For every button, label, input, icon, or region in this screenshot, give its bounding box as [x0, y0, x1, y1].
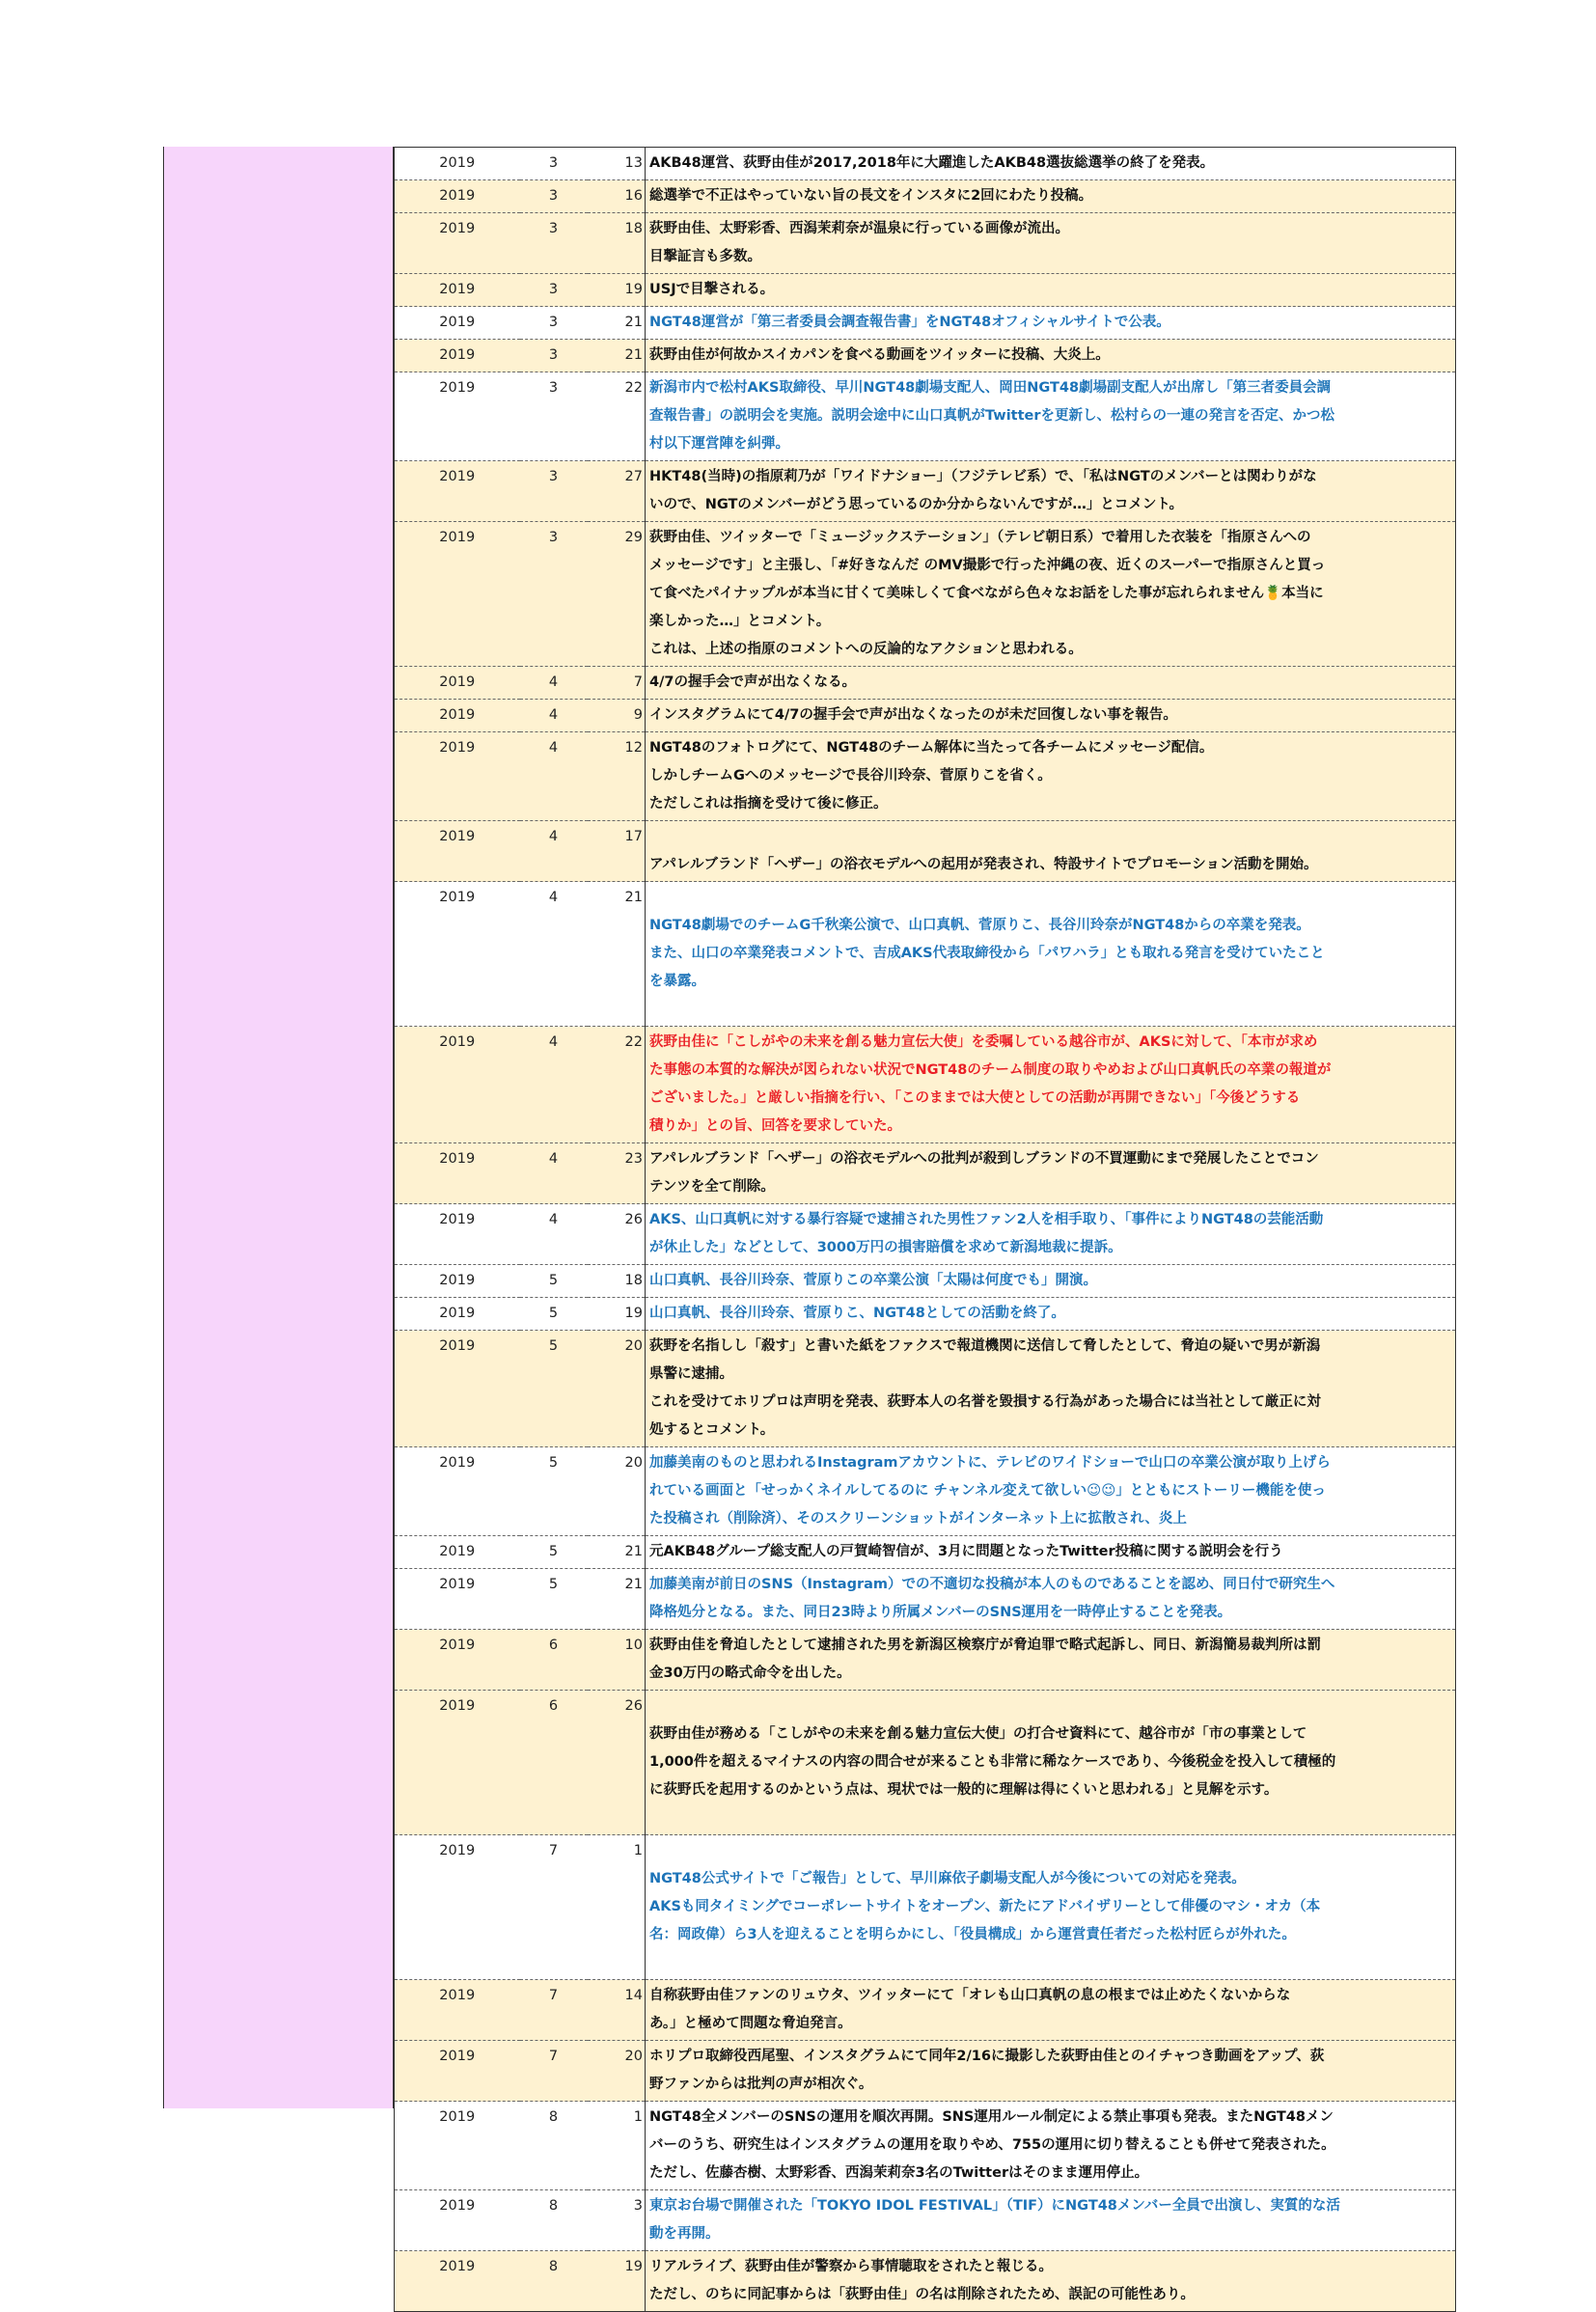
- year-cell: 2019: [395, 307, 520, 340]
- table-row: [395, 821, 1456, 882]
- table-row: [395, 1331, 1456, 1447]
- year-cell: 2019: [395, 1204, 520, 1265]
- month-cell: 3: [520, 372, 588, 461]
- event-text-line: 楽しかった…」とコメント。: [649, 614, 831, 629]
- table-row: [395, 2041, 1456, 2102]
- table-row: [395, 522, 1456, 667]
- event-cell: [646, 1265, 1456, 1298]
- day-cell: 12: [588, 732, 646, 821]
- month-cell: 4: [520, 882, 588, 1027]
- day-cell: 21: [588, 1536, 646, 1569]
- month-cell: 7: [520, 1980, 588, 2041]
- event-cell: [646, 1331, 1456, 1447]
- event-text-line: 降格処分となる。また、同日23時より所属メンバーのSNS運用を一時停止することを発表。: [649, 1605, 1232, 1620]
- year-cell: 2019: [395, 1980, 520, 2041]
- event-text-line: [649, 996, 1451, 1024]
- day-cell: 18: [588, 213, 646, 274]
- year-cell: 2019: [395, 2251, 520, 2312]
- event-cell: [646, 1298, 1456, 1331]
- year-cell: 2019: [395, 667, 520, 700]
- month-cell: 3: [520, 461, 588, 522]
- month-cell: 3: [520, 522, 588, 667]
- event-text-line: に荻野氏を起用するのかという点は、現状では一般的に理解は得にくいと思われる」と見解を示す。: [649, 1782, 1279, 1798]
- event-text-line: 金30万円の略式命令を出した。: [649, 1665, 851, 1681]
- event-cell: [646, 882, 1456, 1027]
- table-row: [395, 1569, 1456, 1630]
- event-text-line: 4/7の握手会で声が出なくなる。: [649, 674, 856, 690]
- day-cell: 16: [588, 180, 646, 213]
- event-text-line: AKSも同タイミングでコーポレートサイトをオープン、新たにアドバイザリーとして俳優のマシ・オカ（本: [649, 1899, 1321, 1914]
- event-cell: [646, 213, 1456, 274]
- year-cell: 2019: [395, 2041, 520, 2102]
- event-text-line: AKS、山口真帆に対する暴行容疑で逮捕された男性ファン2人を相手取り、「事件によりNGT48の芸能活動: [649, 1212, 1324, 1227]
- month-cell: 5: [520, 1536, 588, 1569]
- table-row: [395, 1143, 1456, 1204]
- year-cell: 2019: [395, 1143, 520, 1204]
- year-cell: 2019: [395, 1265, 520, 1298]
- event-text-line: 荻野由佳を脅迫したとして逮捕された男を新潟区検察庁が脅迫罪で略式起訴し、同日、新潟簡易裁判所は罰: [649, 1638, 1321, 1653]
- year-cell: 2019: [395, 340, 520, 372]
- year-cell: 2019: [395, 2102, 520, 2190]
- day-cell: 20: [588, 2041, 646, 2102]
- month-cell: 3: [520, 274, 588, 307]
- year-cell: 2019: [395, 1027, 520, 1143]
- day-cell: 21: [588, 340, 646, 372]
- table-row: [395, 1630, 1456, 1691]
- event-cell: [646, 821, 1456, 882]
- month-cell: 5: [520, 1331, 588, 1447]
- year-cell: 2019: [395, 1569, 520, 1630]
- day-cell: 18: [588, 1265, 646, 1298]
- table-row: [395, 340, 1456, 372]
- event-cell: [646, 732, 1456, 821]
- day-cell: 19: [588, 2251, 646, 2312]
- event-cell: [646, 340, 1456, 372]
- event-cell: [646, 1630, 1456, 1691]
- event-text-line: 山口真帆、長谷川玲奈、菅原りこ、NGT48としての活動を終了。: [649, 1306, 1065, 1321]
- event-text-line: 荻野由佳に「こしがやの未来を創る魅力宣伝大使」を委嘱している越谷市が、AKSに対して、「本市が求め: [649, 1034, 1318, 1050]
- month-cell: 4: [520, 1027, 588, 1143]
- event-text-line: て食べたパイナップルが本当に甘くて美味しくて食べながら色々なお話をした事が忘れられません🍍本当に: [649, 586, 1324, 601]
- event-text-line: また、山口の卒業発表コメントで、吉成AKS代表取締役から「パワハラ」とも取れる発言を受けていたこと: [649, 946, 1325, 961]
- event-text-line: 荻野由佳、太野彩香、西潟茉莉奈が温泉に行っている画像が流出。: [649, 221, 1069, 236]
- event-text-line: これは、上述の指原のコメントへの反論的なアクションと思われる。: [649, 642, 1083, 657]
- event-cell: [646, 2251, 1456, 2312]
- table-row: [395, 732, 1456, 821]
- day-cell: 19: [588, 1298, 646, 1331]
- day-cell: 9: [588, 700, 646, 732]
- event-text-line: 荻野を名指しし「殺す」と書いた紙をファクスで報道機関に送信して脅したとして、脅迫の疑いで男が新潟: [649, 1338, 1321, 1354]
- day-cell: 27: [588, 461, 646, 522]
- event-text-line: NGT48のフォトログにて、NGT48のチーム解体に当たって各チームにメッセージ配信。: [649, 740, 1214, 756]
- event-text-line: [649, 1804, 1451, 1832]
- day-cell: 7: [588, 667, 646, 700]
- year-cell: 2019: [395, 700, 520, 732]
- day-cell: 10: [588, 1630, 646, 1691]
- year-cell: 2019: [395, 1331, 520, 1447]
- event-text-line: [649, 1949, 1451, 1977]
- event-text-line: 1,000件を超えるマイナスの内容の問合せが来ることも非常に稀なケースであり、今後税金を投入して積極的: [649, 1754, 1336, 1770]
- event-text-line: いので、NGTのメンバーがどう思っているのか分からないんですが…」とコメント。: [649, 497, 1184, 512]
- day-cell: 14: [588, 1980, 646, 2041]
- event-text-line: 荻野由佳、ツイッターで「ミュージックステーション」（テレビ朝日系）で着用した衣装を「指原さんへの: [649, 530, 1311, 545]
- year-cell: 2019: [395, 1630, 520, 1691]
- month-cell: 7: [520, 1835, 588, 1980]
- event-text-line: ございました。」と厳しい指摘を行い、「このままでは大使としての活動が再開できない」「今後どうする: [649, 1090, 1301, 1106]
- event-cell: [646, 1835, 1456, 1980]
- year-cell: 2019: [395, 1298, 520, 1331]
- event-text-line: 元AKB48グループ総支配人の戸賀崎智信が、3月に問題となったTwitter投稿に関する説明会を行う: [649, 1544, 1283, 1559]
- event-text-line: れている画面と「せっかくネイルしてるのに チャンネル変えて欲しい😉😉」とともにストーリー機能を使っ: [649, 1483, 1326, 1499]
- table-row: [395, 2102, 1456, 2190]
- event-text-line: ただし、のちに同記事からは「荻野由佳」の名は削除されたため、誤記の可能性あり。: [649, 2287, 1195, 2302]
- event-text-line: インスタグラムにて4/7の握手会で声が出なくなったのが未だ回復しない事を報告。: [649, 707, 1177, 723]
- event-cell: [646, 1204, 1456, 1265]
- event-text-line: 県警に逮捕。: [649, 1366, 733, 1382]
- day-cell: 26: [588, 1204, 646, 1265]
- event-text-line: 新潟市内で松村AKS取締役、早川NGT48劇場支配人、岡田NGT48劇場副支配人が出席し「第三者委員会調: [649, 380, 1332, 396]
- event-text-line: リアルライブ、荻野由佳が警察から事情聴取をされたと報じる。: [649, 2259, 1053, 2274]
- day-cell: 29: [588, 522, 646, 667]
- event-cell: [646, 667, 1456, 700]
- event-text-line: た投稿され（削除済）、そのスクリーンショットがインターネット上に拡散され、炎上: [649, 1511, 1187, 1527]
- event-text-line: 査報告書」の説明会を実施。説明会途中に山口真帆がTwitterを更新し、松村らの一連の発言を否定、かつ松: [649, 408, 1335, 424]
- table-row: [395, 461, 1456, 522]
- table-row: [395, 274, 1456, 307]
- event-cell: [646, 2041, 1456, 2102]
- side-category-column: [163, 147, 394, 2108]
- event-cell: [646, 1569, 1456, 1630]
- day-cell: 21: [588, 882, 646, 1027]
- table-row: [395, 372, 1456, 461]
- month-cell: 8: [520, 2190, 588, 2251]
- event-cell: [646, 700, 1456, 732]
- table-row: [395, 1447, 1456, 1536]
- month-cell: 3: [520, 340, 588, 372]
- table-row: [395, 180, 1456, 213]
- event-text-line: ただし、佐藤杏樹、太野彩香、西潟茉莉奈3名のTwitterはそのまま運用停止。: [649, 2165, 1149, 2181]
- month-cell: 4: [520, 821, 588, 882]
- event-text-line: これを受けてホリプロは声明を発表、荻野本人の名誉を毀損する行為があった場合には当社として厳正に対: [649, 1394, 1321, 1410]
- table-row: [395, 1691, 1456, 1835]
- day-cell: 26: [588, 1691, 646, 1835]
- day-cell: 19: [588, 274, 646, 307]
- event-text-line: 処するとコメント。: [649, 1422, 775, 1438]
- year-cell: 2019: [395, 1447, 520, 1536]
- event-text-line: アパレルブランド「ヘザー」の浴衣モデルへの起用が発表され、特設サイトでプロモーション活動を開始。: [649, 857, 1318, 872]
- table-row: [395, 148, 1456, 180]
- month-cell: 5: [520, 1265, 588, 1298]
- year-cell: 2019: [395, 372, 520, 461]
- month-cell: 4: [520, 700, 588, 732]
- month-cell: 5: [520, 1569, 588, 1630]
- event-cell: [646, 148, 1456, 180]
- year-cell: 2019: [395, 2190, 520, 2251]
- year-cell: 2019: [395, 461, 520, 522]
- event-text-line: 積りか」との旨、回答を要求していた。: [649, 1118, 901, 1134]
- event-cell: [646, 1027, 1456, 1143]
- day-cell: 17: [588, 821, 646, 882]
- event-text-line: NGT48運営が「第三者委員会調査報告書」をNGT48オフィシャルサイトで公表。: [649, 315, 1170, 330]
- event-text-line: 総選挙で不正はやっていない旨の長文をインスタに2回にわたり投稿。: [649, 188, 1093, 204]
- table-row: [395, 1298, 1456, 1331]
- table-row: [395, 213, 1456, 274]
- month-cell: 6: [520, 1630, 588, 1691]
- event-text-line: 荻野由佳が務める「こしがやの未来を創る魅力宣伝大使」の打合せ資料にて、越谷市が「市の事業として: [649, 1726, 1307, 1742]
- event-text-line: 村以下運営陣を糾弾。: [649, 436, 789, 452]
- table-row: [395, 2251, 1456, 2312]
- month-cell: 4: [520, 1204, 588, 1265]
- year-cell: 2019: [395, 213, 520, 274]
- event-cell: [646, 522, 1456, 667]
- year-cell: 2019: [395, 274, 520, 307]
- event-text-line: NGT48公式サイトで「ご報告」として、早川麻依子劇場支配人が今後についての対応を発表。: [649, 1871, 1246, 1886]
- event-cell: [646, 372, 1456, 461]
- table-row: [395, 1835, 1456, 1980]
- event-text-line: 目撃証言も多数。: [649, 249, 761, 264]
- event-cell: [646, 1447, 1456, 1536]
- table-row: [395, 1265, 1456, 1298]
- day-cell: 20: [588, 1331, 646, 1447]
- event-cell: [646, 461, 1456, 522]
- event-text-line: 自称荻野由佳ファンのリュウタ、ツイッターにて「オレも山口真帆の息の根までは止めたくないからな: [649, 1988, 1291, 2003]
- month-cell: 6: [520, 1691, 588, 1835]
- event-text-line: バーのうち、研究生はインスタグラムの運用を取りやめ、755の運用に切り替えることも併せて発表された。: [649, 2137, 1335, 2153]
- month-cell: 7: [520, 2041, 588, 2102]
- table-row: [395, 1980, 1456, 2041]
- table-row: [395, 667, 1456, 700]
- event-text-line: しかしチームGへのメッセージで長谷川玲奈、菅原りこを省く。: [649, 768, 1052, 784]
- event-cell: [646, 307, 1456, 340]
- day-cell: 23: [588, 1143, 646, 1204]
- event-text-line: テンツを全て削除。: [649, 1179, 775, 1195]
- month-cell: 5: [520, 1298, 588, 1331]
- event-text-line: USJで目撃される。: [649, 282, 775, 297]
- year-cell: 2019: [395, 821, 520, 882]
- event-text-line: ただしこれは指摘を受けて後に修正。: [649, 796, 888, 812]
- event-text-line: 加藤美南が前日のSNS（Instagram）での不適切な投稿が本人のものであることを認め、同日付で研究生へ: [649, 1577, 1335, 1592]
- table-row: [395, 1204, 1456, 1265]
- month-cell: 4: [520, 1143, 588, 1204]
- event-text-line: 名：岡政偉）ら3人を迎えることを明らかにし、「役員構成」から運営責任者だった松村匠らが外れた。: [649, 1927, 1296, 1942]
- event-text-line: 荻野由佳が何故かスイカパンを食べる動画をツイッターに投稿、大炎上。: [649, 347, 1110, 363]
- table-row: [395, 700, 1456, 732]
- month-cell: 4: [520, 732, 588, 821]
- day-cell: 3: [588, 2190, 646, 2251]
- day-cell: 21: [588, 307, 646, 340]
- event-text-line: [649, 884, 1451, 912]
- table-row: [395, 307, 1456, 340]
- event-cell: [646, 1536, 1456, 1569]
- month-cell: 8: [520, 2102, 588, 2190]
- timeline-table: [394, 147, 1456, 2312]
- year-cell: 2019: [395, 882, 520, 1027]
- event-text-line: を暴露。: [649, 974, 705, 989]
- event-cell: [646, 1980, 1456, 2041]
- event-text-line: NGT48全メンバーのSNSの運用を順次再開。SNS運用ルール制定による禁止事項も発表。またNGT48メン: [649, 2109, 1334, 2125]
- event-text-line: 動を再開。: [649, 2226, 720, 2242]
- month-cell: 3: [520, 307, 588, 340]
- table-row: [395, 882, 1456, 1027]
- event-cell: [646, 274, 1456, 307]
- day-cell: 1: [588, 1835, 646, 1980]
- year-cell: 2019: [395, 1835, 520, 1980]
- event-text-line: HKT48(当時)の指原莉乃が「ワイドナショー」（フジテレビ系）で、「私はNGTのメンバーとは関わりがな: [649, 469, 1317, 484]
- month-cell: 5: [520, 1447, 588, 1536]
- month-cell: 8: [520, 2251, 588, 2312]
- day-cell: 13: [588, 148, 646, 180]
- day-cell: 22: [588, 1027, 646, 1143]
- year-cell: 2019: [395, 522, 520, 667]
- event-cell: [646, 1143, 1456, 1204]
- event-cell: [646, 2102, 1456, 2190]
- month-cell: 3: [520, 180, 588, 213]
- event-text-line: NGT48劇場でのチームG千秋楽公演で、山口真帆、菅原りこ、長谷川玲奈がNGT48からの卒業を発表。: [649, 918, 1310, 933]
- table-row: [395, 2190, 1456, 2251]
- month-cell: 4: [520, 667, 588, 700]
- event-text-line: 山口真帆、長谷川玲奈、菅原りこの卒業公演「太陽は何度でも」開演。: [649, 1273, 1097, 1288]
- event-text-line: 東京お台場で開催された「TOKYO IDOL FESTIVAL」（TIF）にNGT48メンバー全員で出演し、実質的な活: [649, 2198, 1340, 2214]
- event-text-line: メッセージです」と主張し、「#好きなんだ のMV撮影で行った沖縄の夜、近くのスーパーで指原さんと買っ: [649, 558, 1326, 573]
- year-cell: 2019: [395, 180, 520, 213]
- event-cell: [646, 1691, 1456, 1835]
- day-cell: 21: [588, 1569, 646, 1630]
- event-text-line: 加藤美南のものと思われるInstagramアカウントに、テレビのワイドショーで山口の卒業公演が取り上げら: [649, 1455, 1331, 1471]
- year-cell: 2019: [395, 1536, 520, 1569]
- event-text-line: [649, 823, 1451, 851]
- event-text-line: [649, 1837, 1451, 1865]
- month-cell: 3: [520, 213, 588, 274]
- event-text-line: 野ファンからは批判の声が相次ぐ。: [649, 2077, 873, 2092]
- day-cell: 20: [588, 1447, 646, 1536]
- table-row: [395, 1536, 1456, 1569]
- event-text-line: あ。」と極めて問題な脅迫発言。: [649, 2016, 852, 2031]
- table-row: [395, 1027, 1456, 1143]
- event-text-line: が休止した」などとして、3000万円の損害賠償を求めて新潟地裁に提訴。: [649, 1240, 1122, 1255]
- event-text-line: た事態の本質的な解決が図られない状況でNGT48のチーム制度の取りやめおよび山口真帆氏の卒業の報道が: [649, 1062, 1332, 1078]
- event-cell: [646, 180, 1456, 213]
- event-text-line: [649, 1693, 1451, 1720]
- day-cell: 1: [588, 2102, 646, 2190]
- month-cell: 3: [520, 148, 588, 180]
- day-cell: 22: [588, 372, 646, 461]
- event-text-line: アパレルブランド「ヘザー」の浴衣モデルへの批判が殺到しブランドの不買運動にまで発展したことでコン: [649, 1151, 1319, 1167]
- year-cell: 2019: [395, 1691, 520, 1835]
- event-text-line: ホリプロ取締役西尾聖、インスタグラムにて同年2/16に撮影した荻野由佳とのイチャつき動画をアップ、荻: [649, 2049, 1325, 2064]
- event-text-line: AKB48運営、荻野由佳が2017,2018年に大躍進したAKB48選抜総選挙の終了を発表。: [649, 155, 1215, 171]
- event-cell: [646, 2190, 1456, 2251]
- year-cell: 2019: [395, 148, 520, 180]
- year-cell: 2019: [395, 732, 520, 821]
